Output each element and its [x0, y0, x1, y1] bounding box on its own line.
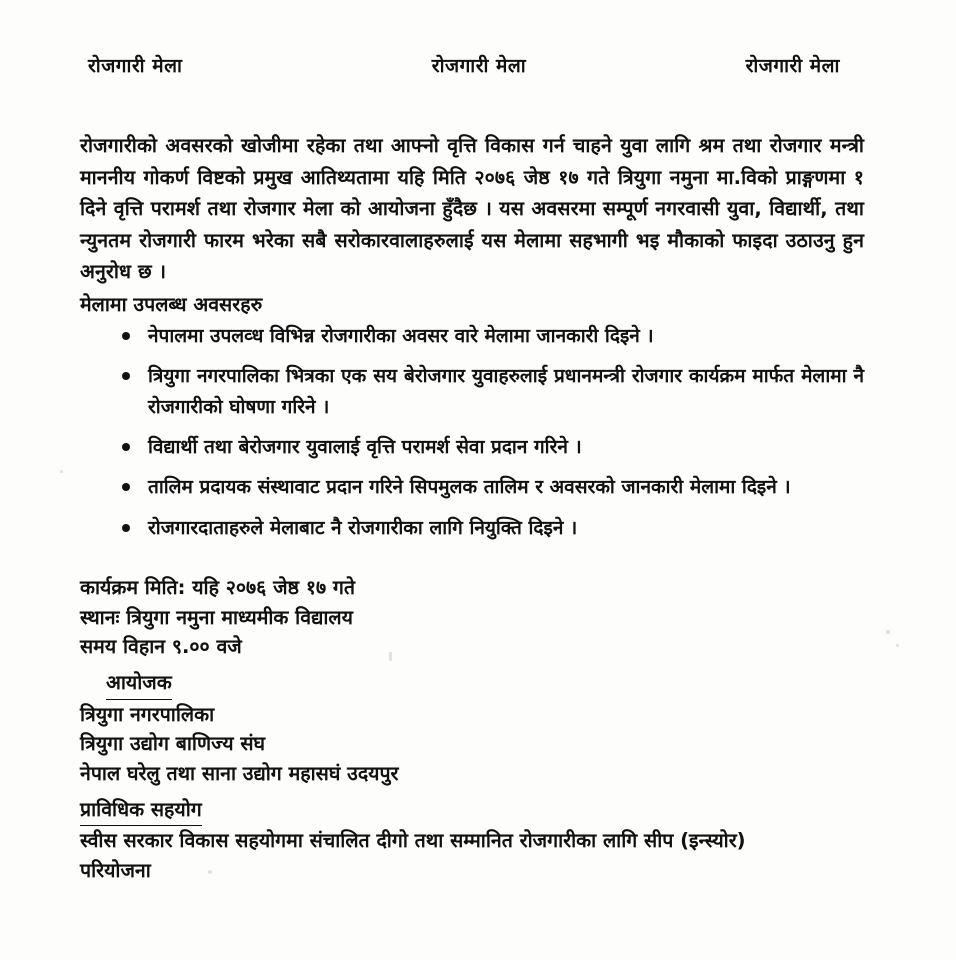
header-title-center: रोजगारी मेला: [431, 55, 527, 77]
event-details-block: [80, 573, 864, 885]
intro-text: रोजगारीको अवसरको खोजीमा रहेका तथा आफ्नो वृत्ति विकास गर्न चाहने युवा लागि श्रम तथा रोजगार मन्त्री माननीय गोकर्ण विष्टको प्रमुख आतिथ्यतामा यहि मिति २०७६ जेष्ठ १७ गते त्रियुगा नमुना मा.विको प्राङ्गणमा १ दिने वृत्ति परामर्श तथा रोजगार मेला को आयोजना हुँदैछ । यस अवसरमा सम्पूर्ण नगरवासी युवा, विद्यार्थी, तथा न्युनतम रोजगारी फारम भरेका सबै सरोकारवालाहरुलाई यस मेलामा सहभागी भइ मौकाको फाइदा उठाउनु हुन अनुरोध छ ।: [80, 134, 864, 284]
scan-speckle: [886, 630, 890, 634]
intro-paragraph: [80, 130, 864, 288]
organizer-item: त्रियुगा नगरपालिका: [80, 702, 215, 726]
opportunities-list: [80, 321, 864, 543]
list-item-text: तालिम प्रदायक संस्थावाट प्रदान गरिने सिपमुलक तालिम र अवसरको जानकारी मेलामा दिइने ।: [148, 476, 791, 499]
bullet-icon: [122, 372, 130, 380]
list-item: [122, 321, 864, 351]
event-venue: स्थानः त्रियुगा नमुना माध्यमीक विद्यालय: [80, 605, 353, 629]
organizer-heading: [80, 668, 864, 700]
opportunities-heading: मेलामा उपलब्ध अवसरहरु: [80, 292, 263, 316]
technical-support-line: स्वीस सरकार विकास सहयोगमा संचालित दीगो तथा सम्मानित रोजगारीका लागि सीप (इन्स्योर): [80, 829, 746, 853]
organizer-heading-text: आयोजक: [106, 668, 172, 700]
list-item: [122, 513, 864, 543]
event-time: समय विहान ९.०० वजे: [80, 635, 242, 659]
list-item-text: नेपालमा उपलव्ध विभिन्न रोजगारीका अवसर वारे मेलामा जानकारी दिइने ।: [148, 324, 654, 347]
header-title-right: रोजगारी मेला: [745, 55, 840, 77]
scan-speckle: [60, 470, 63, 473]
list-item-text: विद्यार्थी तथा बेरोजगार युवालाई वृत्ति परामर्श सेवा प्रदान गरिने ।: [148, 436, 582, 459]
list-item-text: त्रियुगा नगरपालिका भित्रका एक सय बेरोजगार युवाहरुलाई प्रधानमन्त्री रोजगार कार्यक्रम मार्फत मेलामा नै रोजगारीको घोषणा गरिने ।: [148, 365, 864, 418]
technical-support-heading-text: प्राविधिक सहयोग: [80, 795, 202, 827]
organizer-item: त्रियुगा उद्योग बाणिज्य संघ: [80, 732, 266, 756]
bullet-icon: [122, 443, 130, 451]
organizer-item: नेपाल घरेलु तथा साना उद्योग महासघं उदयपुर: [80, 761, 399, 785]
event-date: कार्यक्रम मिति: यहि २०७६ जेष्ठ १७ गते: [80, 576, 355, 600]
bullet-icon: [122, 483, 130, 491]
scan-speckle: [896, 644, 899, 647]
bullet-icon: [122, 524, 130, 532]
bullet-icon: [122, 332, 130, 340]
poster-header: [80, 52, 864, 78]
technical-support-line: परियोजना: [80, 858, 151, 882]
list-item-text: रोजगारदाताहरुले मेलाबाट नै रोजगारीका लागि नियुक्ति दिइने ।: [148, 516, 578, 539]
scan-speckle: [389, 652, 392, 661]
list-item: [122, 472, 864, 502]
technical-support-heading: [80, 795, 864, 827]
list-item: [122, 432, 864, 462]
scan-speckle: [208, 870, 212, 874]
header-title-left: रोजगारी मेला: [88, 55, 183, 77]
list-item: [122, 361, 864, 422]
